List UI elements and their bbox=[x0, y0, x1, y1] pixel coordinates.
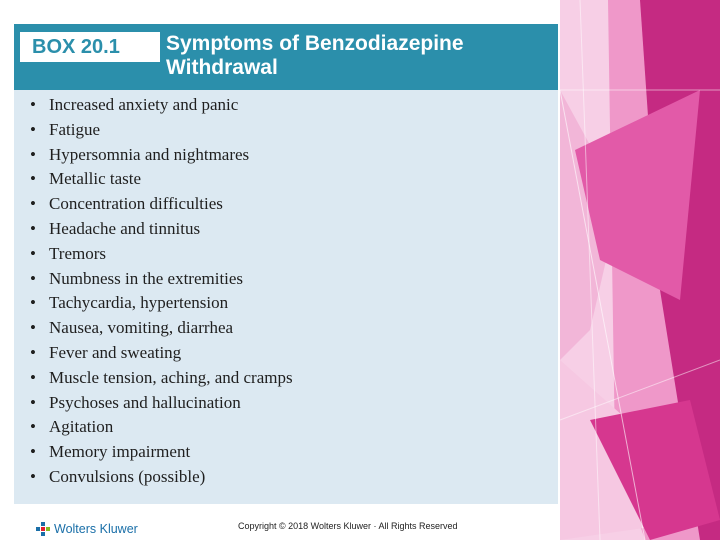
symptom-item: • Headache and tinnitus bbox=[14, 217, 293, 242]
box-title-line-2: Withdrawal bbox=[166, 56, 278, 79]
symptom-item: • Tremors bbox=[14, 242, 293, 267]
wolters-kluwer-logo-icon bbox=[36, 522, 50, 536]
symptom-item: • Nausea, vomiting, diarrhea bbox=[14, 316, 293, 341]
symptom-item: • Psychoses and hallucination bbox=[14, 391, 293, 416]
symptom-item: • Concentration difficulties bbox=[14, 192, 293, 217]
symptom-item: • Agitation bbox=[14, 415, 293, 440]
box-label: BOX 20.1 bbox=[20, 32, 160, 62]
slide-copyright: Copyright © 2018 Wolters Kluwer · All Rights Reserved bbox=[238, 521, 458, 531]
symptom-item: • Tachycardia, hypertension bbox=[14, 291, 293, 316]
symptom-item: • Memory impairment bbox=[14, 440, 293, 465]
logo-text: Wolters Kluwer bbox=[54, 522, 138, 536]
box-header bbox=[14, 24, 558, 90]
symptom-item: • Hypersomnia and nightmares bbox=[14, 143, 293, 168]
symptom-item: • Numbness in the extremities bbox=[14, 267, 293, 292]
wolters-kluwer-logo bbox=[36, 519, 138, 539]
box-title-line-1: Symptoms of Benzodiazepine bbox=[166, 32, 464, 55]
symptom-item: • Fatigue bbox=[14, 118, 293, 143]
symptom-item: • Fever and sweating bbox=[14, 341, 293, 366]
symptom-item: • Convulsions (possible) bbox=[14, 465, 293, 490]
symptom-list bbox=[14, 93, 293, 490]
symptom-item: • Muscle tension, aching, and cramps bbox=[14, 366, 293, 391]
box-title bbox=[166, 32, 546, 80]
content-box bbox=[14, 24, 558, 504]
symptom-item: • Increased anxiety and panic bbox=[14, 93, 293, 118]
symptom-item: • Metallic taste bbox=[14, 167, 293, 192]
